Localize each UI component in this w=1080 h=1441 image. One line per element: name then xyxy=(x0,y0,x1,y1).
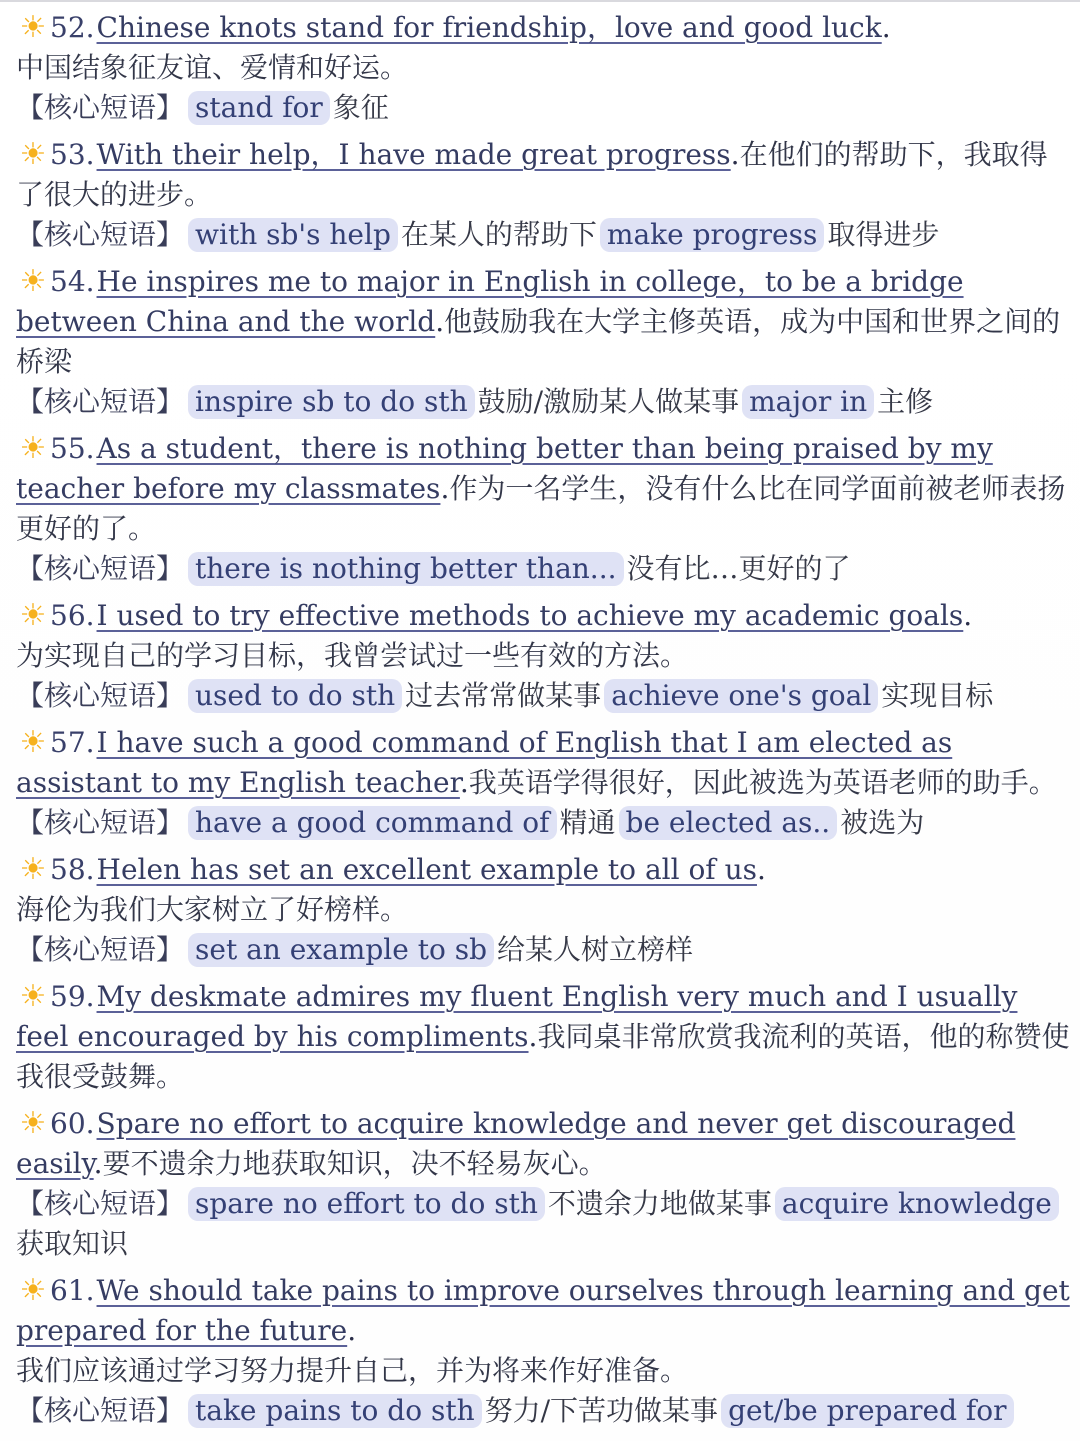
sentence-line xyxy=(16,850,1070,890)
entry-number: 57. xyxy=(50,726,95,759)
entry-57 xyxy=(16,723,1070,843)
core-phrases xyxy=(16,215,1070,255)
entry-58 xyxy=(16,850,1070,970)
phrase-highlight: stand for xyxy=(188,91,330,125)
entry-53 xyxy=(16,135,1070,255)
entry-number: 54. xyxy=(50,265,95,298)
sentence-period: . xyxy=(440,472,450,505)
sentence-period: . xyxy=(528,1020,538,1053)
core-phrases xyxy=(16,1184,1070,1264)
phrase-highlight: inspire sb to do sth xyxy=(188,385,475,419)
phrase-meaning: 给某人树立榜样 xyxy=(497,933,694,966)
sentence-line xyxy=(16,596,1070,636)
sentence-line xyxy=(16,977,1070,1097)
sentence-period: . xyxy=(730,138,740,171)
chinese-text: 我们应该通过学习努力提升自己，并为将来作好准备。 xyxy=(16,1354,689,1387)
phrase-highlight: spare no effort to do sth xyxy=(188,1187,545,1221)
chinese-text: 我英语学得很好，因此被选为英语老师的助手。 xyxy=(468,766,1057,799)
chinese-text: 在他们的帮助下，我取得了很大的进步。 xyxy=(16,138,1048,211)
chinese-translation xyxy=(16,890,1070,930)
sun-icon: ☀ xyxy=(19,137,47,172)
phrase-highlight: acquire knowledge xyxy=(775,1187,1059,1221)
sun-icon: ☀ xyxy=(19,431,47,466)
phrase-highlight: with sb's help xyxy=(188,218,398,252)
phrase-meaning: 鼓励/激励某人做某事 xyxy=(477,385,740,418)
phrase-highlight: make progress xyxy=(600,218,824,252)
chinese-text: 我同桌非常欣赏我流利的英语，他的称赞使我很受鼓舞。 xyxy=(16,1020,1070,1093)
english-sentence: My deskmate admires my fluent English very much and I usually feel encouraged by his compliments xyxy=(16,980,1018,1053)
entry-number: 56. xyxy=(50,599,95,632)
sentence-period: . xyxy=(756,853,766,886)
entry-59 xyxy=(16,977,1070,1097)
chinese-text: 要不遗余力地获取知识，决不轻易灰心。 xyxy=(102,1147,607,1180)
phrase-meaning: 不遗余力地做某事 xyxy=(547,1187,772,1220)
entry-number: 61. xyxy=(50,1274,95,1307)
entry-number: 55. xyxy=(50,432,95,465)
entry-number: 52. xyxy=(50,11,95,44)
sun-icon: ☀ xyxy=(19,725,47,760)
phrase-meaning: 努力/下苦功做某事 xyxy=(484,1394,719,1427)
phrase-highlight: major in xyxy=(742,385,874,419)
entry-number: 53. xyxy=(50,138,95,171)
core-phrase-tag: 【核心短语】 xyxy=(16,218,185,251)
core-phrase-tag: 【核心短语】 xyxy=(16,806,185,839)
sentence-line xyxy=(16,135,1070,215)
sun-icon: ☀ xyxy=(19,598,47,633)
sentence-period: . xyxy=(347,1314,357,1347)
core-phrases xyxy=(16,382,1070,422)
sentence-line xyxy=(16,1271,1070,1351)
phrase-meaning: 象征 xyxy=(332,91,389,124)
chinese-translation xyxy=(16,1351,1070,1391)
english-sentence: Spare no effort to acquire knowledge and never get discouraged easily xyxy=(16,1107,1016,1180)
entry-number: 59. xyxy=(50,980,95,1013)
phrase-meaning: 没有比…更好的了 xyxy=(626,552,851,585)
phrase-highlight: be elected as.. xyxy=(619,806,838,840)
entry-54 xyxy=(16,262,1070,422)
english-sentence: As a student，there is nothing better than being praised by my teacher before my classmates xyxy=(16,432,993,505)
phrase-meaning: 实现目标 xyxy=(881,679,994,712)
core-phrase-tag: 【核心短语】 xyxy=(16,385,185,418)
phrase-highlight: set an example to sb xyxy=(188,933,494,967)
core-phrases xyxy=(16,676,1070,716)
english-sentence: I have such a good command of English that I am elected as assistant to my English teacher xyxy=(16,726,953,799)
sun-icon: ☀ xyxy=(19,979,47,1014)
sentence-period: . xyxy=(459,766,469,799)
phrase-meaning: 精通 xyxy=(559,806,616,839)
sun-icon: ☀ xyxy=(19,1273,47,1308)
english-sentence: I used to try effective methods to achieve my academic goals xyxy=(96,599,964,632)
phrase-meaning: 取得进步 xyxy=(827,218,940,251)
phrase-meaning: 被选为 xyxy=(840,806,925,839)
core-phrase-tag: 【核心短语】 xyxy=(16,91,185,124)
phrase-meaning: 主修 xyxy=(877,385,934,418)
core-phrase-tag: 【核心短语】 xyxy=(16,1187,185,1220)
chinese-translation xyxy=(16,48,1070,88)
english-sentence: Helen has set an excellent example to all of us xyxy=(96,853,757,886)
sentence-period: . xyxy=(881,11,891,44)
core-phrases xyxy=(16,88,1070,128)
entry-60 xyxy=(16,1104,1070,1264)
english-sentence: Chinese knots stand for friendship，love and good luck xyxy=(96,11,882,44)
sentence-period: . xyxy=(435,305,445,338)
phrase-meaning: 过去常常做某事 xyxy=(405,679,602,712)
chinese-text: 海伦为我们大家树立了好榜样。 xyxy=(16,893,409,926)
english-sentence: With their help，I have made great progress xyxy=(96,138,731,171)
core-phrases xyxy=(16,549,1070,589)
chinese-text: 他鼓励我在大学主修英语，成为中国和世界之间的桥梁 xyxy=(16,305,1061,378)
entry-52 xyxy=(16,8,1070,128)
sentence-line xyxy=(16,8,1070,48)
core-phrases xyxy=(16,930,1070,970)
sun-icon: ☀ xyxy=(19,1106,47,1141)
sentence-line xyxy=(16,1104,1070,1184)
english-sentence: We should take pains to improve ourselves through learning and get prepared for the future xyxy=(16,1274,1070,1347)
sentence-line xyxy=(16,723,1070,803)
entry-number: 60. xyxy=(50,1107,95,1140)
sun-icon: ☀ xyxy=(19,10,47,45)
sentence-line xyxy=(16,262,1070,382)
sun-icon: ☀ xyxy=(19,264,47,299)
phrase-meaning: 获取知识 xyxy=(16,1227,129,1260)
phrase-highlight: achieve one's goal xyxy=(604,679,878,713)
core-phrases xyxy=(16,803,1070,843)
core-phrase-tag: 【核心短语】 xyxy=(16,552,185,585)
sentence-period: . xyxy=(963,599,973,632)
chinese-translation xyxy=(16,636,1070,676)
entry-number: 58. xyxy=(50,853,95,886)
phrase-highlight: have a good command of xyxy=(188,806,556,840)
core-phrase-tag: 【核心短语】 xyxy=(16,1394,185,1427)
sun-icon: ☀ xyxy=(19,852,47,887)
sentence-line xyxy=(16,429,1070,549)
phrase-highlight: there is nothing better than... xyxy=(188,552,624,586)
phrase-highlight: take pains to do sth xyxy=(188,1394,482,1428)
entry-56 xyxy=(16,596,1070,716)
document-page xyxy=(0,2,1080,1441)
phrase-highlight: get/be prepared for xyxy=(721,1394,1013,1428)
chinese-text: 作为一名学生，没有什么比在同学面前被老师表扬更好的了。 xyxy=(16,472,1066,545)
phrase-meaning: 在某人的帮助下 xyxy=(400,218,597,251)
chinese-text: 为实现自己的学习目标，我曾尝试过一些有效的方法。 xyxy=(16,639,689,672)
english-sentence: He inspires me to major in English in college，to be a bridge between China and the world xyxy=(16,265,964,338)
sentence-period: . xyxy=(93,1147,103,1180)
core-phrase-tag: 【核心短语】 xyxy=(16,933,185,966)
core-phrases xyxy=(16,1391,1070,1431)
phrase-highlight: used to do sth xyxy=(188,679,402,713)
entry-61 xyxy=(16,1271,1070,1431)
entry-55 xyxy=(16,429,1070,589)
chinese-text: 中国结象征友谊、爱情和好运。 xyxy=(16,51,409,84)
core-phrase-tag: 【核心短语】 xyxy=(16,679,185,712)
